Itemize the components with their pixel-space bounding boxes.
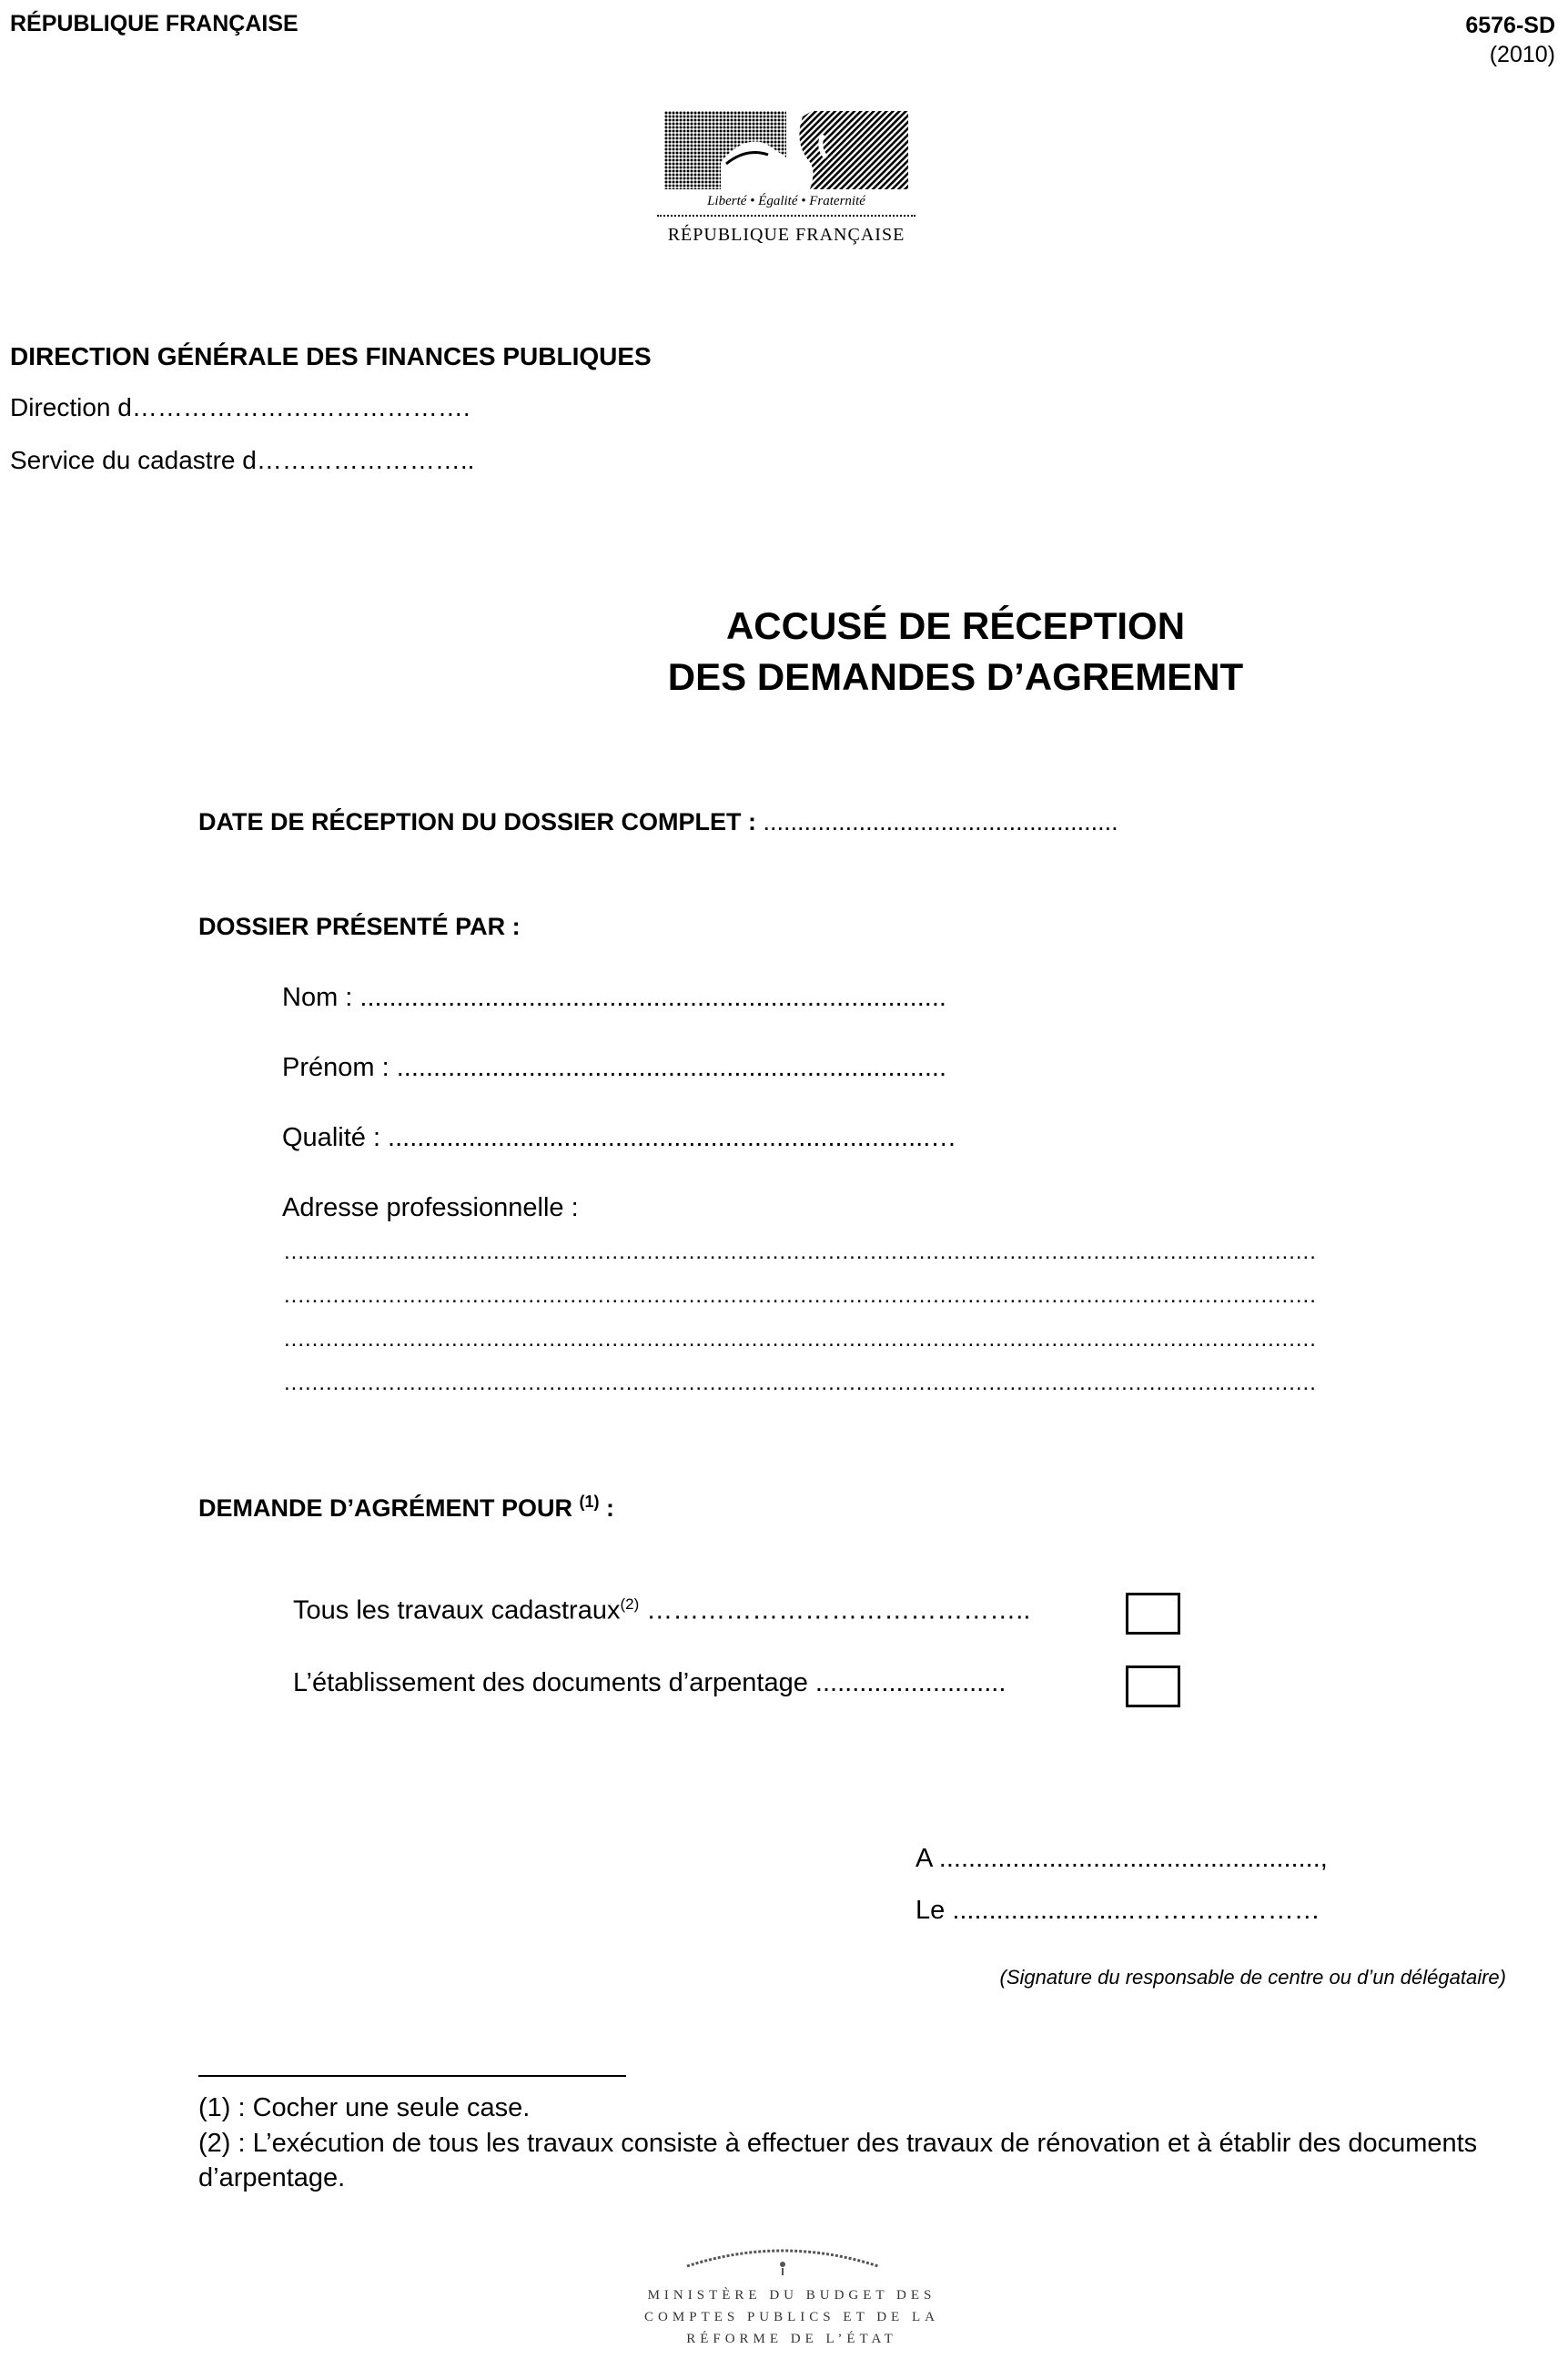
footnote-ref-2: (2) (620, 1595, 640, 1613)
nom-field[interactable]: Nom : ................................................................................ (282, 983, 946, 1012)
footnote-divider (198, 2075, 626, 2077)
date-reception-label: DATE DE RÉCEPTION DU DOSSIER COMPLET : (198, 808, 757, 835)
option-tous-travaux (293, 1595, 1030, 1626)
prenom-field[interactable]: Prénom : ........................................................................... (282, 1053, 946, 1082)
option-tous-travaux-dots: …………………………………….. (639, 1595, 1031, 1625)
country-header: RÉPUBLIQUE FRANÇAISE (10, 11, 298, 36)
dgfip-heading: DIRECTION GÉNÉRALE DES FINANCES PUBLIQUES (10, 342, 652, 370)
address-line[interactable]: .................................................................................................................................................... (284, 1327, 1317, 1352)
adresse-label: Adresse professionnelle : (282, 1193, 579, 1222)
checkbox-tous-travaux[interactable] (1126, 1593, 1180, 1635)
logo-divider (657, 215, 916, 217)
footnote-2: (2) : L’exécution de tous les travaux consiste à effectuer des travaux de rénovation et à établir des documents d’arpentage. (198, 2129, 1478, 2192)
ministry-emblem (673, 2241, 892, 2277)
form-year: (2010) (1489, 42, 1555, 67)
option-tous-travaux-label: Tous les travaux cadastraux (293, 1595, 621, 1625)
checkbox-arpentage[interactable] (1126, 1665, 1180, 1707)
qualite-field[interactable]: Qualité : ..........................................................................… (282, 1123, 957, 1152)
form-code: 6576-SD (1465, 13, 1555, 38)
demande-agrement-heading (198, 1493, 614, 1523)
footnote-1: (1) : Cocher une seule case. (198, 2093, 531, 2122)
footnote-ref-1: (1) (579, 1493, 600, 1511)
demande-agrement-label: DEMANDE D’AGRÉMENT POUR (198, 1494, 573, 1522)
address-line[interactable]: .................................................................................................................................................... (284, 1240, 1317, 1264)
form-code-block (1465, 11, 1555, 69)
direction-field[interactable]: Direction d…………………………………. (10, 393, 470, 421)
service-cadastre-field[interactable]: Service du cadastre d…………………….. (10, 446, 475, 474)
title-line-1: ACCUSÉ DE RÉCEPTION (725, 604, 1186, 647)
date-reception-field[interactable] (198, 808, 1118, 836)
address-line[interactable]: .................................................................................................................................................... (284, 1283, 1317, 1308)
page-title (546, 601, 1365, 703)
lieu-field[interactable]: A ...................................................., (916, 1844, 1328, 1873)
dossier-presente-label: DOSSIER PRÉSENTÉ PAR : (198, 913, 521, 940)
signature-note: (Signature du responsable de centre ou d’un délégataire) (999, 1966, 1506, 1989)
date-reception-dots: .................................................... (756, 808, 1118, 835)
demande-colon: : (599, 1494, 615, 1522)
address-line[interactable]: .................................................................................................................................................... (284, 1371, 1317, 1395)
option-arpentage-label: L’établissement des documents d’arpentage .......................... (293, 1668, 1007, 1697)
date-field[interactable]: Le .........................………………… (916, 1896, 1320, 1925)
logo-motto: Liberté • Égalité • Fraternité (707, 194, 865, 208)
ministry-name: MINISTÈRE DU BUDGET DES COMPTES PUBLICS ET DE LA RÉFORME DE L’ÉTAT (644, 2288, 939, 2346)
logo-label: RÉPUBLIQUE FRANÇAISE (667, 225, 905, 245)
title-line-2: DES DEMANDES D’AGREMENT (667, 655, 1244, 698)
